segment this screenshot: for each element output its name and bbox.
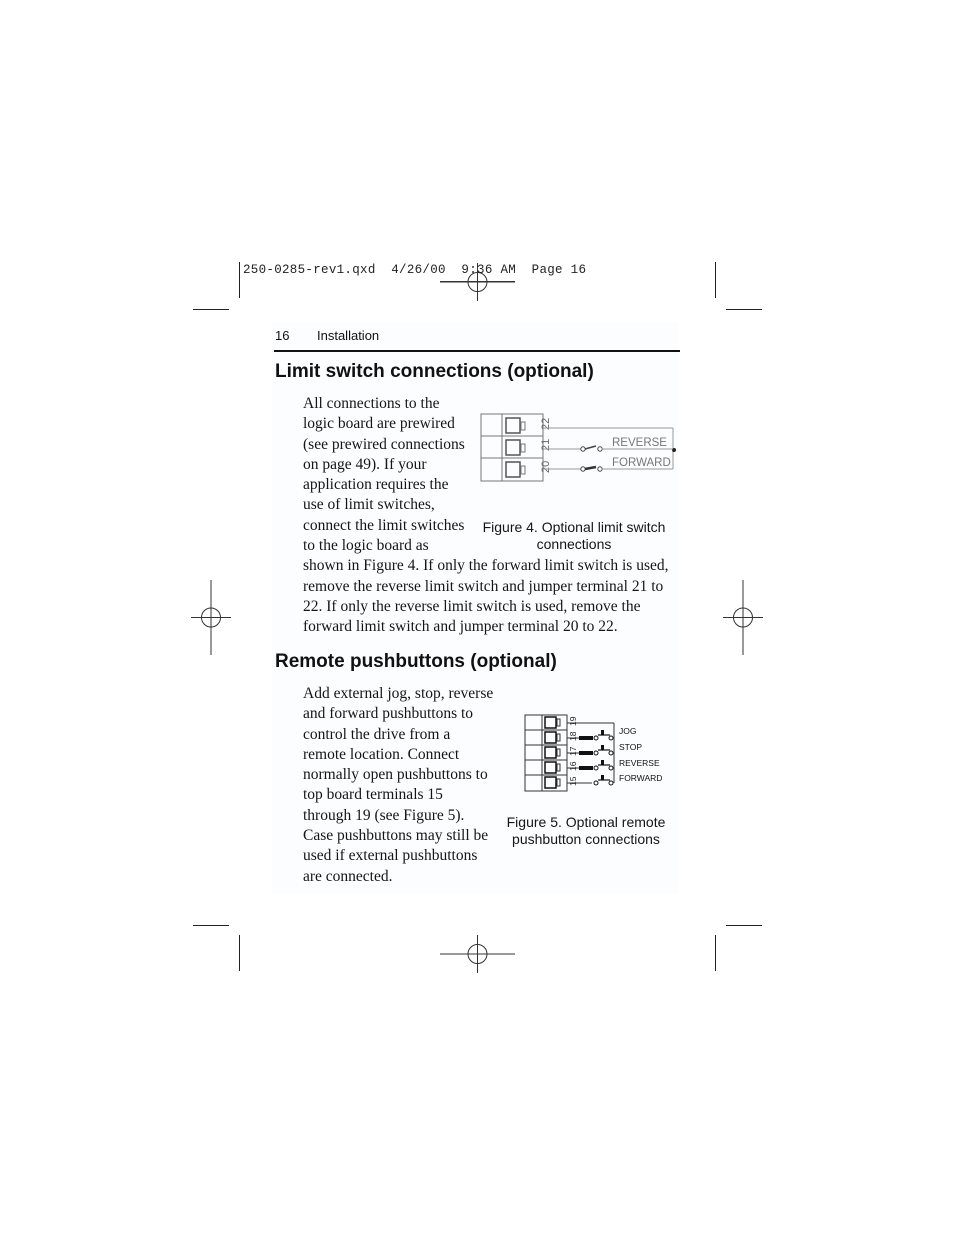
running-header: Installation xyxy=(317,328,380,343)
text-line: (see prewired connections xyxy=(303,435,465,453)
text-line: normally open pushbuttons to xyxy=(303,766,488,784)
pushbutton-label-stop: STOP xyxy=(619,742,642,752)
text-line: are connected. xyxy=(303,867,393,885)
crop-mark xyxy=(193,309,229,310)
text-line: remove the reverse limit switch and jumper terminal 21 to xyxy=(303,577,664,595)
text-line: All connections to the xyxy=(303,395,440,412)
switch-label-forward: FORWARD xyxy=(612,457,671,469)
terminal-label: 20 xyxy=(540,460,552,473)
switch-label-reverse: REVERSE xyxy=(612,437,667,449)
text-line: control the drive from a xyxy=(303,725,451,743)
text-line: on page 49). If your xyxy=(303,455,427,473)
text-line: Add external jog, stop, reverse xyxy=(303,685,494,702)
text-line: shown in Figure 4. If only the forward limit switch is used, xyxy=(303,557,669,575)
header-rule xyxy=(274,350,680,352)
crop-mark xyxy=(715,935,716,971)
crop-mark xyxy=(239,262,240,298)
section-heading-limit-switch: Limit switch connections (optional) xyxy=(275,361,594,382)
page-number: 16 xyxy=(275,328,290,343)
text-line: top board terminals 15 xyxy=(303,786,443,804)
registration-mark-right xyxy=(723,580,763,655)
text-line: and forward pushbuttons to xyxy=(303,705,474,723)
text-line: used if external pushbuttons xyxy=(303,847,478,865)
crop-mark xyxy=(193,925,229,926)
figure-4-limit-switch-diagram xyxy=(478,410,680,486)
figure-4-caption xyxy=(474,519,674,553)
crop-mark xyxy=(726,309,762,310)
text-line: use of limit switches, xyxy=(303,496,435,514)
pushbutton-label-reverse: REVERSE xyxy=(619,758,660,768)
terminal-label: 22 xyxy=(540,417,552,430)
caption-line: pushbutton connections xyxy=(512,831,660,847)
text-line: to the logic board as xyxy=(303,537,429,555)
text-line: connect the limit switches xyxy=(303,516,465,534)
pushbutton-paragraph xyxy=(303,684,513,887)
text-line: through 19 (see Figure 5). xyxy=(303,806,465,824)
registration-mark-left xyxy=(191,580,231,655)
text-line: forward limit switch and jumper terminal 20 to 22. xyxy=(303,618,618,636)
pushbutton-label-forward: FORWARD xyxy=(619,773,663,783)
text-line: application requires the xyxy=(303,476,449,494)
text-line: Case pushbuttons may still be xyxy=(303,827,489,845)
registration-mark-bottom xyxy=(440,935,515,973)
terminal-label: 16 xyxy=(568,761,578,771)
caption-line: Figure 5. Optional remote xyxy=(506,814,666,830)
crop-mark xyxy=(715,262,716,298)
text-line: 22. If only the reverse limit switch is used, remove the xyxy=(303,597,641,615)
figure-5-pushbutton-diagram xyxy=(522,710,670,796)
caption-line: connections xyxy=(536,536,612,552)
terminal-label: 15 xyxy=(568,776,578,786)
text-line: remote location. Connect xyxy=(303,745,460,763)
terminal-label: 21 xyxy=(540,438,552,451)
section-heading-remote-pushbuttons: Remote pushbuttons (optional) xyxy=(275,651,557,672)
print-slug: 250-0285-rev1.qxd 4/26/00 9:36 AM Page 16 xyxy=(243,263,587,277)
terminal-label: 17 xyxy=(568,746,578,756)
terminal-label: 19 xyxy=(568,716,578,726)
figure-5-caption xyxy=(496,814,676,848)
crop-mark xyxy=(239,935,240,971)
text-line: logic board are prewired xyxy=(303,415,455,433)
pushbutton-label-jog: JOG xyxy=(619,726,637,736)
crop-mark xyxy=(726,925,762,926)
terminal-label: 18 xyxy=(568,731,578,741)
caption-line: Figure 4. Optional limit switch xyxy=(482,519,666,535)
slug-underline xyxy=(440,281,515,282)
